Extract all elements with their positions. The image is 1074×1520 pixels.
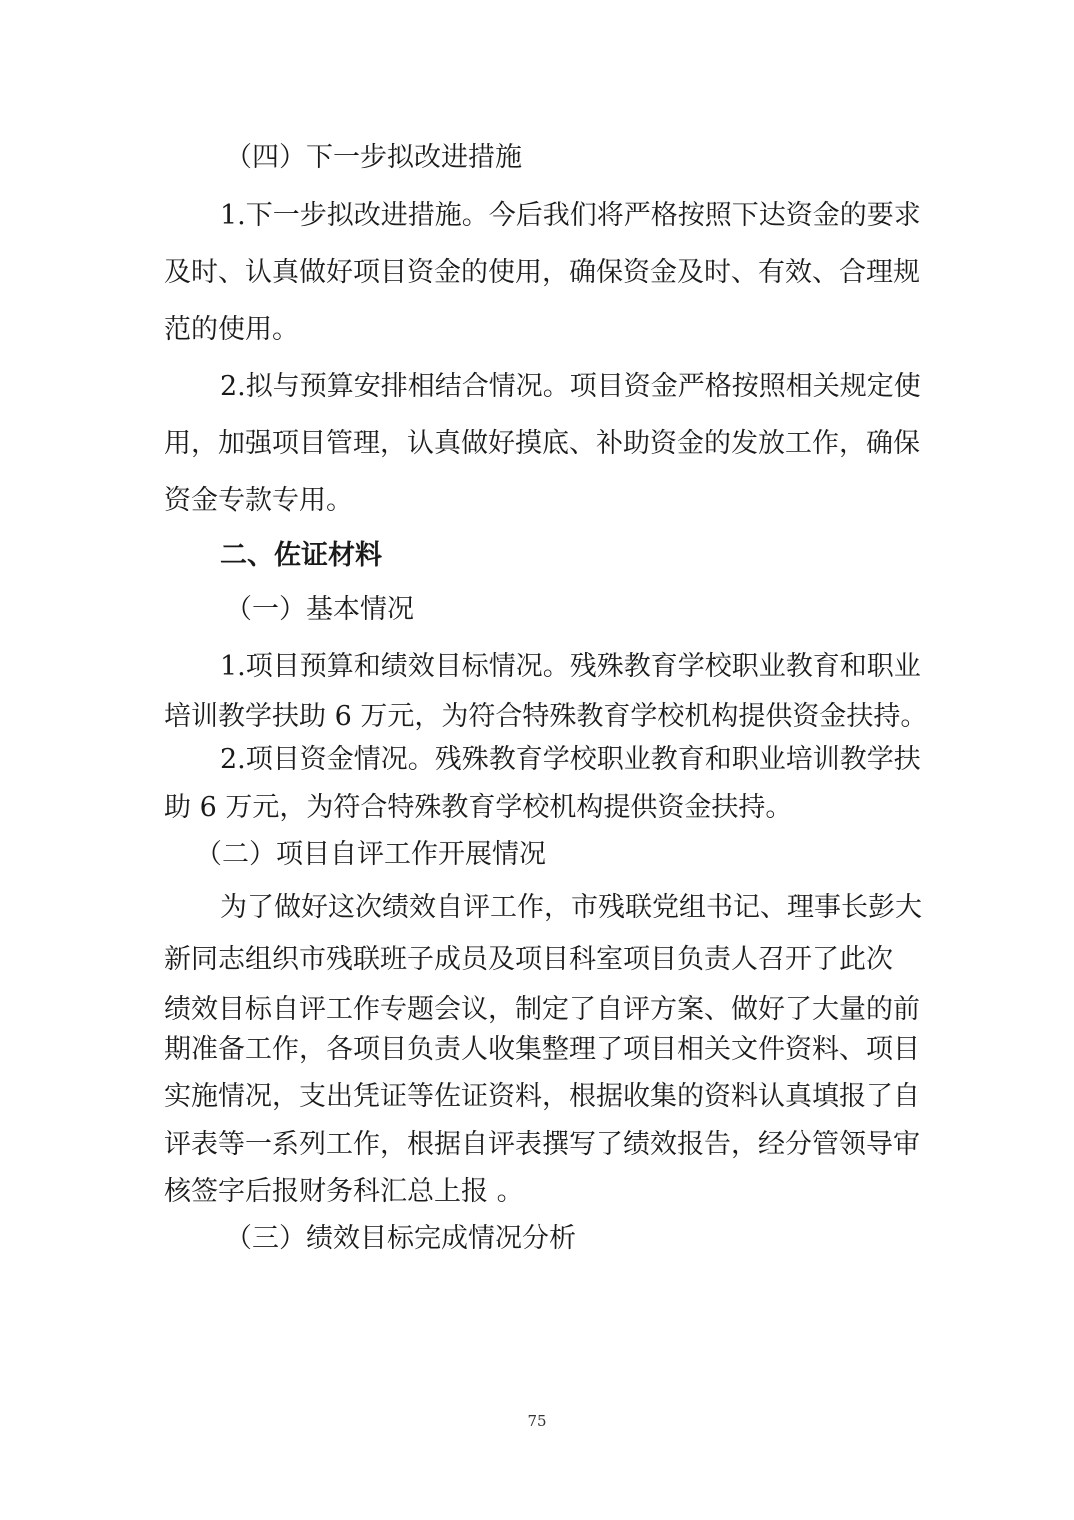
paragraph-line: 1.下一步拟改进措施。今后我们将严格按照下达资金的要求 [220, 200, 921, 231]
paragraph-line: 评表等一系列工作，根据自评表撰写了绩效报告，经分管领导审 [164, 1129, 920, 1160]
section-heading-improvement-measures: （四）下一步拟改进措施 [225, 142, 522, 173]
paragraph-line: 培训教学扶助 6 万元，为符合特殊教育学校机构提供资金扶持。 [164, 701, 928, 732]
paragraph-line: 绩效目标自评工作专题会议，制定了自评方案、做好了大量的前 [164, 994, 920, 1025]
paragraph-line: 期准备工作，各项目负责人收集整理了项目相关文件资料、项目 [164, 1034, 920, 1065]
subsection-heading-basic-situation: （一）基本情况 [225, 594, 414, 625]
paragraph-line: 新同志组织市残联班子成员及项目科室项目负责人召开了此次 [164, 944, 893, 975]
paragraph-line: 2.拟与预算安排相结合情况。项目资金严格按照相关规定使 [220, 371, 921, 402]
subsection-heading-goal-analysis: （三）绩效目标完成情况分析 [225, 1223, 576, 1254]
paragraph-line: 为了做好这次绩效自评工作，市残联党组书记、理事长彭大 [220, 892, 922, 923]
subsection-heading-self-evaluation: （二）项目自评工作开展情况 [195, 839, 546, 870]
paragraph-line: 及时、认真做好项目资金的使用，确保资金及时、有效、合理规 [164, 257, 920, 288]
paragraph-line: 1.项目预算和绩效目标情况。残殊教育学校职业教育和职业 [220, 651, 921, 682]
paragraph-line: 实施情况，支出凭证等佐证资料，根据收集的资料认真填报了自 [164, 1081, 920, 1112]
page-number: 75 [527, 1412, 547, 1430]
section-heading-supporting-materials: 二、佐证材料 [220, 540, 382, 571]
paragraph-line: 资金专款专用。 [164, 485, 353, 516]
paragraph-line: 用，加强项目管理，认真做好摸底、补助资金的发放工作，确保 [164, 428, 920, 459]
paragraph-line: 核签字后报财务科汇总上报 。 [164, 1176, 524, 1207]
paragraph-line: 范的使用。 [164, 314, 299, 345]
paragraph-line: 2.项目资金情况。残殊教育学校职业教育和职业培训教学扶 [220, 744, 921, 775]
paragraph-line: 助 6 万元，为符合特殊教育学校机构提供资金扶持。 [164, 792, 793, 823]
